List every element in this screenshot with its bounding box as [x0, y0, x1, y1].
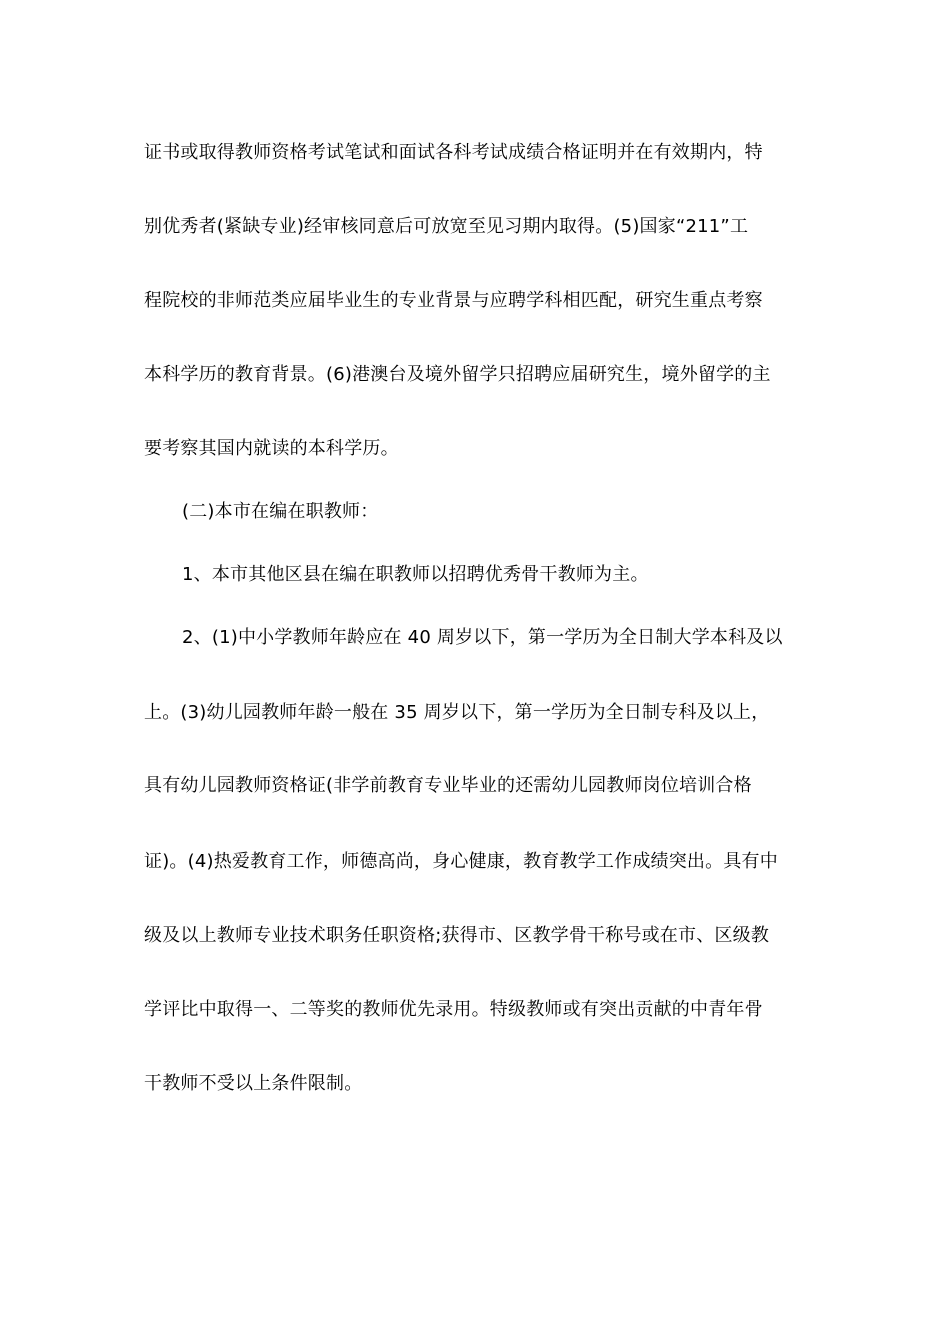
paragraph-line: 要考察其国内就读的本科学历。	[144, 438, 399, 459]
paragraph-line: 本科学历的教育背景。(6)港澳台及境外留学只招聘应届研究生，境外留学的主	[144, 364, 771, 385]
list-item: 1、本市其他区县在编在职教师以招聘优秀骨干教师为主。	[182, 564, 649, 585]
paragraph-line: 级及以上教师专业技术职务任职资格;获得市、区教学骨干称号或在市、区级教	[144, 925, 770, 946]
section-heading: (二)本市在编在职教师：	[182, 501, 379, 522]
paragraph-line: 干教师不受以上条件限制。	[144, 1073, 363, 1094]
paragraph-line: 程院校的非师范类应届毕业生的专业背景与应聘学科相匹配，研究生重点考察	[144, 290, 763, 311]
paragraph-line: 具有幼儿园教师资格证(非学前教育专业毕业的还需幼儿园教师岗位培训合格	[144, 775, 752, 796]
paragraph-line: 证书或取得教师资格考试笔试和面试各科考试成绩合格证明并在有效期内，特	[144, 142, 763, 163]
paragraph-line: 别优秀者(紧缺专业)经审核同意后可放宽至见习期内取得。(5)国家“211”工	[144, 216, 749, 237]
paragraph-line: 证)。(4)热爱教育工作，师德高尚，身心健康，教育教学工作成绩突出。具有中	[144, 851, 778, 872]
paragraph-line: 上。(3)幼儿园教师年龄一般在 35 周岁以下，第一学历为全日制专科及以上，	[144, 702, 770, 723]
list-item: 2、(1)中小学教师年龄应在 40 周岁以下，第一学历为全日制大学本科及以	[182, 627, 783, 648]
paragraph-line: 学评比中取得一、二等奖的教师优先录用。特级教师或有突出贡献的中青年骨	[144, 999, 763, 1020]
